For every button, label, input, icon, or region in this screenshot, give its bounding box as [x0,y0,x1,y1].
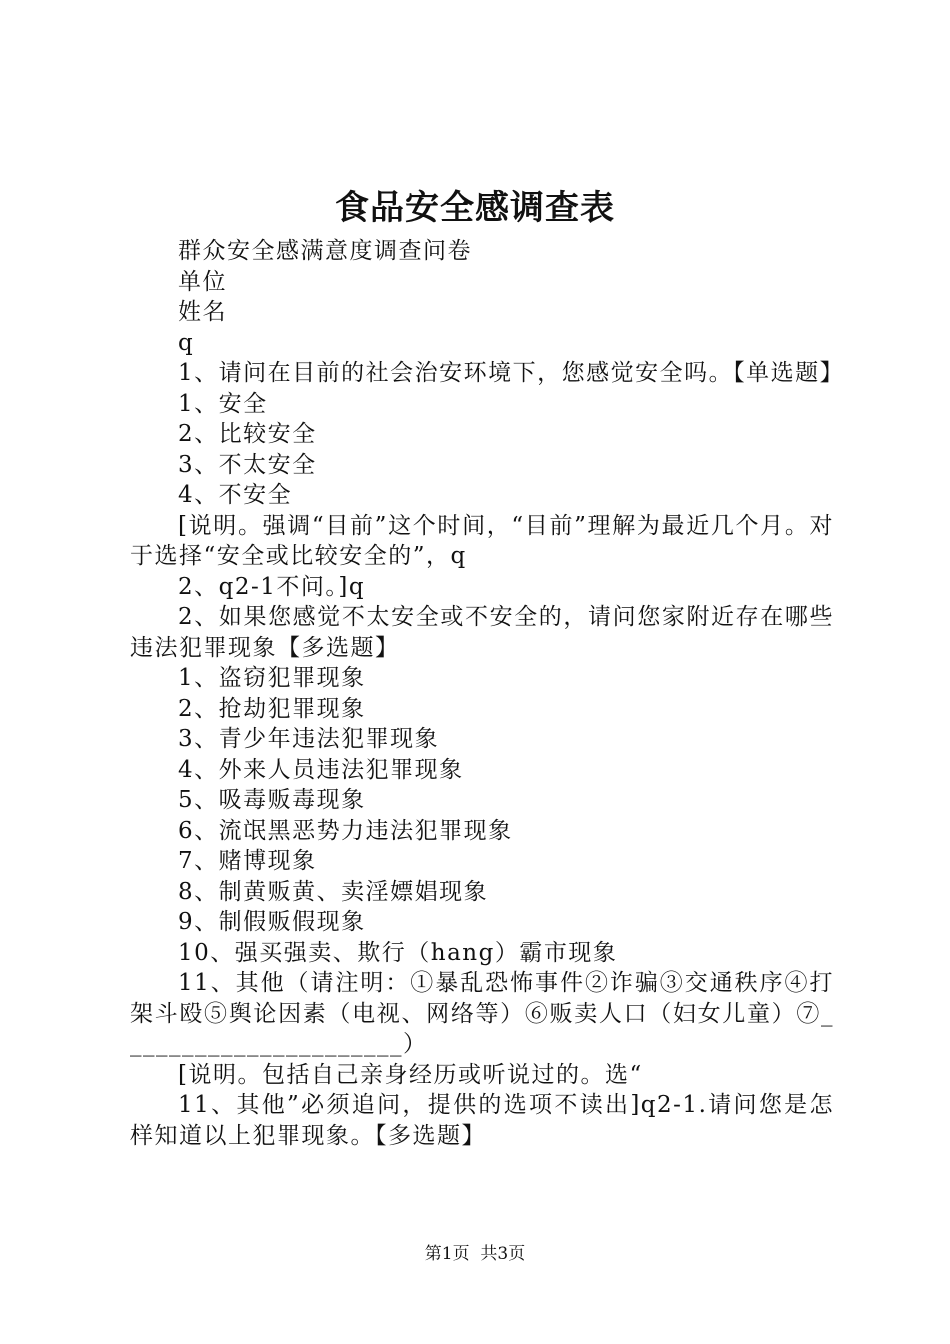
question-2: 2、如果您感觉不太安全或不安全的，请问您家附近存在哪些违法犯罪现象【多选题】 [130,604,834,661]
q2-option-11: 11、其他（请注明：①暴乱恐怖事件②诈骗③交通秩序④打架斗殴⑤舆论因素（电视、网络等）⑥贩卖人口（妇女儿童）⑦______________________） [130,970,834,1057]
q2-option-9: 9、制假贩假现象 [178,909,366,935]
q1-option-1: 1、安全 [178,390,268,417]
page-total: 共3页 [480,1244,526,1264]
q1-note-continued: 2、q2-1不问。]q [178,573,366,600]
q2-option-7: 7、赌博现象 [178,848,317,874]
q2-option-1: 1、盗窃犯罪现象 [178,665,366,691]
q2-option-2: 2、抢劫犯罪现象 [178,695,366,722]
document-title: 食品安全感调查表 [335,188,615,228]
paragraph-q: q [178,329,195,356]
page-footer [0,1242,950,1266]
document-body [130,236,845,1151]
paragraph-name: 姓名 [178,299,227,325]
q2-option-10: 10、强买强卖、欺行（hang）霸市现象 [178,939,618,966]
q2-option-3: 3、青少年违法犯罪现象 [178,726,440,752]
q2-option-4: 4、外来人员违法犯罪现象 [178,756,464,783]
q2-option-8: 8、制黄贩黄、卖淫嫖娼现象 [178,878,489,905]
q1-note: [说明。强调“目前”这个时间，“目前”理解为最近几个月。对于选择“安全或比较安全的”，q [130,512,834,569]
q1-option-4: 4、不安全 [178,482,293,508]
paragraph-unit: 单位 [178,268,227,295]
question-1: 1、请问在目前的社会治安环境下，您感觉安全吗。【单选题】 [178,360,845,386]
q2-option-6: 6、流氓黑恶势力违法犯罪现象 [178,817,513,844]
q2-note: [说明。包括自己亲身经历或听说过的。选“ [178,1061,643,1088]
q2-option-5: 5、吸毒贩毒现象 [178,787,366,813]
paragraph-survey-name: 群众安全感满意度调查问卷 [178,238,472,264]
q1-option-2: 2、比较安全 [178,421,317,447]
q2-note-continued: 11、其他”必须追问，提供的选项不读出]q2-1.请问您是怎样知道以上犯罪现象。【多选题】 [130,1092,834,1149]
page-number: 第1页 [424,1244,470,1264]
q1-option-3: 3、不太安全 [178,451,317,478]
